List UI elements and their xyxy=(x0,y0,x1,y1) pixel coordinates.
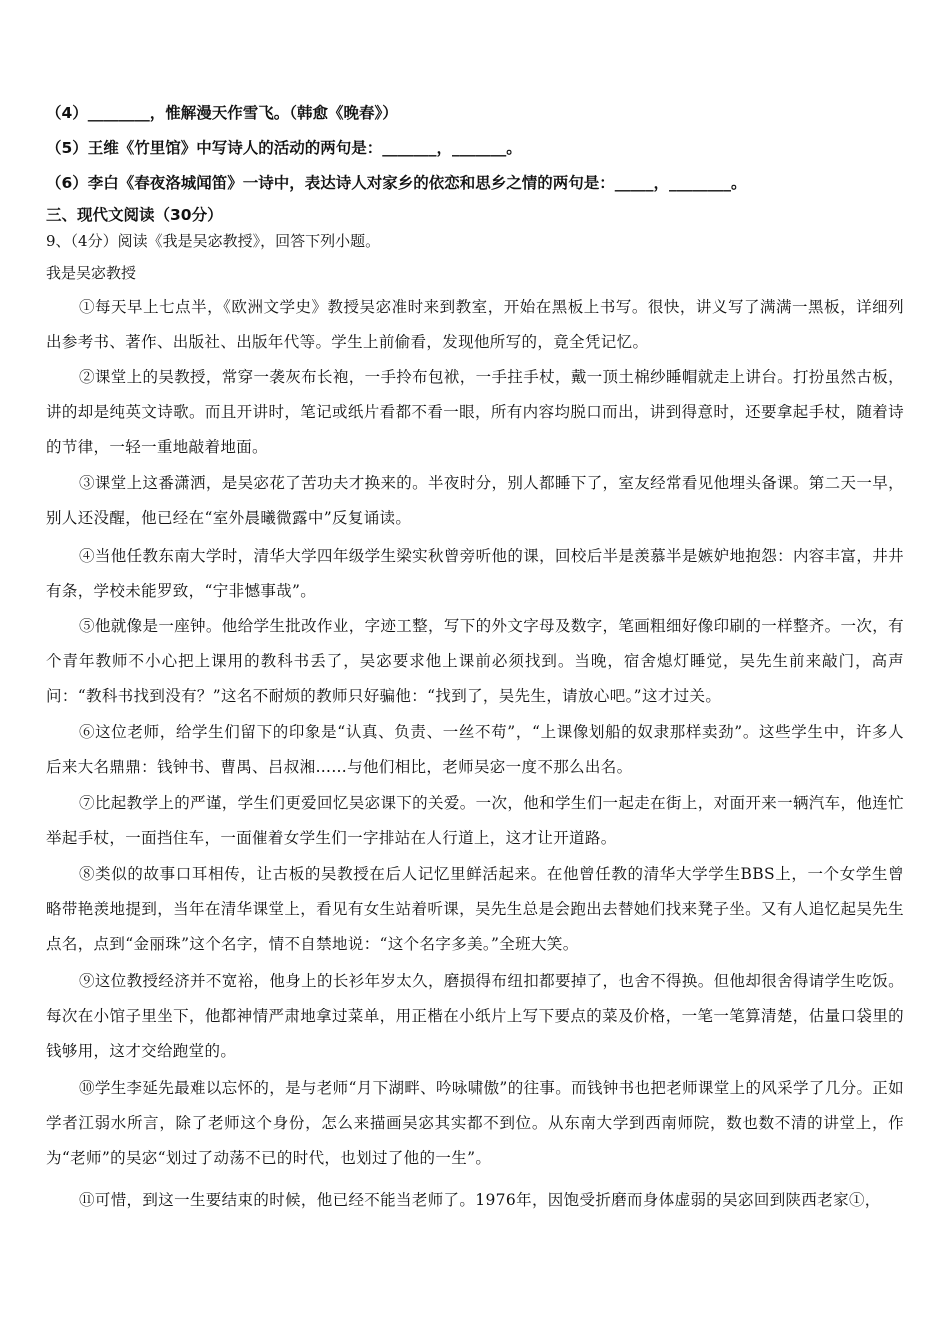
question-6: （6）李白《春夜洛城闻笛》一诗中，表达诗人对家乡的依恋和思乡之情的两句是：_____，________。 xyxy=(46,174,747,192)
section-title: 三、现代文阅读（30分） xyxy=(46,206,223,224)
paragraph-1: ①每天早上七点半，《欧洲文学史》教授吴宓准时来到教室，开始在黑板上书写。很快，讲义写了满满一黑板，详细列出参考书、著作、出版社、出版年代等。学生上前偷看，发现他所写的，竟全凭记忆。 xyxy=(46,298,904,351)
question-5: （5）王维《竹里馆》中写诗人的活动的两句是：_______，_______。 xyxy=(46,139,522,157)
question-9-intro: 9、（4分）阅读《我是吴宓教授》，回答下列小题。 xyxy=(46,232,381,250)
paragraph-2: ②课堂上的吴教授，常穿一袭灰布长袍，一手拎布包袱，一手拄手杖，戴一顶土棉纱睡帽就走上讲台。打扮虽然古板，讲的却是纯英文诗歌。而且开讲时，笔记或纸片看都不看一眼，所有内容均脱口而出，讲到得意时，还要拿起手杖，随着诗的节律，一轻一重地敲着地面。 xyxy=(46,368,904,456)
paragraph-7: ⑦比起教学上的严谨，学生们更爱回忆吴宓课下的关爱。一次，他和学生们一起走在街上，对面开来一辆汽车，他连忙举起手杖，一面挡住车，一面催着女学生们一字排站在人行道上，这才让开道路。 xyxy=(46,794,904,847)
question-4: （4）________，惟解漫天作雪飞。（韩愈《晚春》） xyxy=(46,104,398,122)
paragraph-11: ⑪可惜，到这一生要结束的时候，他已经不能当老师了。1976年，因饱受折磨而身体虚弱的吴宓回到陕西老家①， xyxy=(79,1191,881,1209)
paragraph-8: ⑧类似的故事口耳相传，让古板的吴教授在后人记忆里鲜活起来。在他曾任教的清华大学学生BBS上，一个女学生曾略带艳羡地提到，当年在清华课堂上，看见有女生站着听课，吴先生总是会跑出去替她们找来凳子坐。又有人追忆起吴先生点名，点到“金丽珠”这个名字，情不自禁地说：“这个名字多美。”全班大笑。 xyxy=(46,865,904,953)
paragraph-5: ⑤他就像是一座钟。他给学生批改作业，字迹工整，写下的外文字母及数字，笔画粗细好像印刷的一样整齐。一次，有个青年教师不小心把上课用的教科书丢了，吴宓要求他上课前必须找到。当晚，宿舍熄灯睡觉，吴先生前来敲门，高声问：“教科书找到没有？”这名不耐烦的教师只好骗他：“找到了，吴先生，请放心吧。”这才过关。 xyxy=(46,617,904,705)
paragraph-10: ⑩学生李延先最难以忘怀的，是与老师“月下湖畔、吟咏啸傲”的往事。而钱钟书也把老师课堂上的风采学了几分。正如学者江弱水所言，除了老师这个身份，怎么来描画吴宓其实都不到位。从东南大学到西南师院，数也数不清的讲堂上，作为“老师”的吴宓“划过了动荡不已的时代，也划过了他的一生”。 xyxy=(46,1079,904,1167)
article-title: 我是吴宓教授 xyxy=(46,264,137,282)
paragraph-4: ④当他任教东南大学时，清华大学四年级学生梁实秋曾旁听他的课，回校后半是羡慕半是嫉妒地抱怨：内容丰富，井井有条，学校未能罗致，“宁非憾事哉”。 xyxy=(46,547,904,600)
paragraph-6: ⑥这位老师，给学生们留下的印象是“认真、负责、一丝不苟”，“上课像划船的奴隶那样卖劲”。这些学生中，许多人后来大名鼎鼎：钱钟书、曹禺、吕叔湘……与他们相比，老师吴宓一度不那么出名。 xyxy=(46,723,904,776)
paragraph-9: ⑨这位教授经济并不宽裕，他身上的长衫年岁太久，磨损得布纽扣都要掉了，也舍不得换。但他却很舍得请学生吃饭。每次在小馆子里坐下，他都神情严肃地拿过菜单，用正楷在小纸片上写下要点的菜及价格，一笔一笔算清楚，估量口袋里的钱够用，这才交给跑堂的。 xyxy=(46,972,904,1060)
paragraph-3: ③课堂上这番潇洒，是吴宓花了苦功夫才换来的。半夜时分，别人都睡下了，室友经常看见他埋头备课。第二天一早，别人还没醒，他已经在“室外晨曦微露中”反复诵读。 xyxy=(46,474,904,527)
